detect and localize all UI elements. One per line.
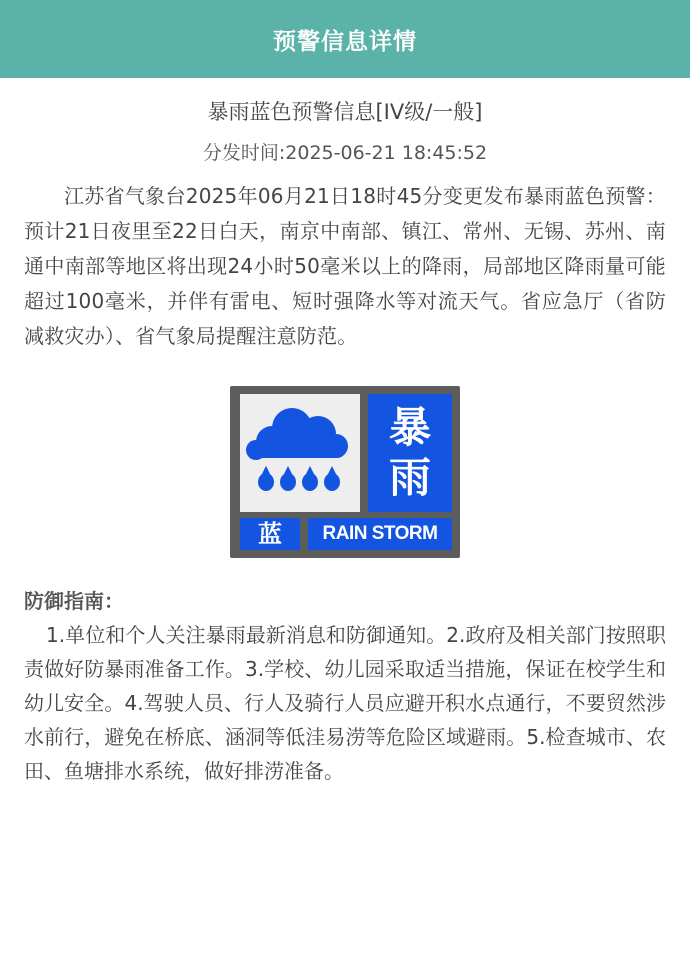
rain-cloud-svg — [240, 394, 360, 512]
alert-content: 江苏省气象台2025年06月21日18时45分变更发布暴雨蓝色预警：预计21日夜里至22日白天，南京中南部、镇江、常州、无锡、苏州、南通中南部等地区将出现24小时50毫米以上的降雨，局部地区降雨量可能超过100毫米，并伴有雷电、短时强降水等对流天气。省应急厅（省防减救灾办）、省气象局提醒注意防范。 — [24, 184, 666, 348]
header-title: 预警信息详情 — [273, 28, 417, 55]
alert-title: 暴雨蓝色预警信息[IV级/一般] — [207, 100, 483, 124]
signal-char-bottom: 雨 — [388, 453, 431, 502]
rain-cloud-icon — [240, 394, 360, 512]
issue-time: 分发时间:2025-06-21 18:45:52 — [202, 142, 488, 164]
alert-detail — [0, 98, 690, 788]
warning-signal-wrap — [24, 386, 666, 558]
rainstorm-blue-signal-icon — [230, 386, 460, 558]
guide-text: 1.单位和个人关注暴雨最新消息和防御通知。2.政府及相关部门按照职责做好防暴雨准备工作。3.学校、幼儿园采取适当措施，保证在校学生和幼儿安全。4.驾驶人员、行人及骑行人员应避开积水点通行，不要贸然涉水前行，避免在桥底、涵洞等低洼易涝等危险区域避雨。5.检查城市、农田、鱼塘排水系统，做好排涝准备。 — [24, 623, 666, 783]
guide-title: 防御指南： — [24, 589, 124, 613]
signal-char-top: 暴 — [388, 403, 431, 452]
page-header — [0, 0, 690, 78]
signal-color-box — [240, 518, 300, 550]
signal-name-box — [368, 394, 452, 512]
signal-color-char: 蓝 — [258, 520, 282, 548]
signal-english-box — [308, 518, 452, 550]
signal-english-label: RAIN STORM — [322, 523, 438, 544]
